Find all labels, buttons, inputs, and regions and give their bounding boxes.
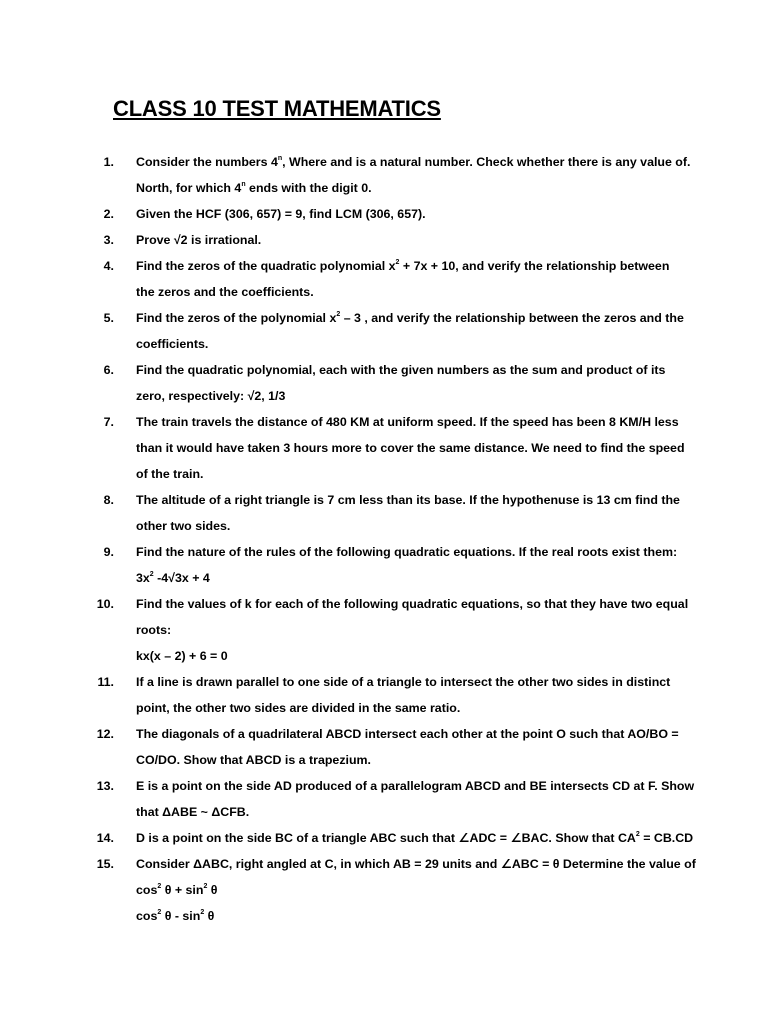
question-text: kx(x – 2) + 6 = 0 <box>136 649 228 663</box>
question-number: 6. <box>103 363 114 377</box>
question-number: 1. <box>103 155 114 169</box>
question-text-line <box>136 357 768 383</box>
superscript: 2 <box>635 831 640 838</box>
question-text: point, the other two sides are divided in the same ratio. <box>136 701 461 715</box>
question-text: D is a point on the side BC of a triangle ABC such that ∠ADC = ∠BAC. Show that CA <box>136 831 636 845</box>
superscript: 2 <box>149 571 154 578</box>
question-number: 12. <box>96 727 114 741</box>
question-number: 2. <box>103 207 114 221</box>
question-item <box>0 227 768 253</box>
question-text-line <box>136 617 768 643</box>
question-text: = CB.CD <box>639 831 694 845</box>
superscript: 2 <box>336 311 341 318</box>
question-number: 11. <box>97 675 114 689</box>
question-number: 9. <box>103 545 114 559</box>
question-text-line <box>136 747 768 773</box>
question-item <box>0 305 768 357</box>
question-item <box>0 357 768 409</box>
question-text: Find the zeros of the quadratic polynomial x <box>136 259 396 273</box>
superscript: 2 <box>157 909 162 916</box>
question-text: coefficients. <box>136 337 209 351</box>
question-number: 4. <box>103 259 114 273</box>
question-text-line <box>136 383 768 409</box>
question-list <box>0 149 768 929</box>
question-text: -4√3x + 4 <box>153 571 210 585</box>
question-text: The train travels the distance of 480 KM at uniform speed. If the speed has been 8 KM/H less <box>136 415 679 429</box>
superscript: 2 <box>157 883 162 890</box>
question-text-line <box>136 903 768 929</box>
question-text: ends with the digit 0. <box>245 181 372 195</box>
question-text-line <box>136 669 768 695</box>
question-text-line <box>136 773 768 799</box>
question-text-line <box>136 149 768 175</box>
question-text-line <box>136 643 768 669</box>
question-text: If a line is drawn parallel to one side of a triangle to intersect the other two sides in distinct <box>136 675 671 689</box>
question-text: of the train. <box>136 467 204 481</box>
question-text: Given the HCF (306, 657) = 9, find LCM (306, 657). <box>136 207 426 221</box>
question-text: θ <box>204 909 215 923</box>
question-text: Find the values of k for each of the following quadratic equations, so that they have two equal <box>136 597 689 611</box>
question-text-line <box>136 435 768 461</box>
question-item <box>0 149 768 201</box>
question-text-line <box>136 799 768 825</box>
question-text: Find the nature of the rules of the following quadratic equations. If the real roots exist them: <box>136 545 678 559</box>
question-number: 14. <box>96 831 114 845</box>
question-text-line <box>136 721 768 747</box>
superscript: n <box>241 181 246 188</box>
question-text: than it would have taken 3 hours more to cover the same distance. We need to find the speed <box>136 441 685 455</box>
question-text-line <box>136 331 768 357</box>
question-item <box>0 253 768 305</box>
question-text: that ΔABE ~ ΔCFB. <box>136 805 250 819</box>
question-text: θ + sin <box>161 883 204 897</box>
superscript: 2 <box>200 909 205 916</box>
question-item <box>0 591 768 669</box>
question-text-line <box>136 851 768 877</box>
question-text: , Where and is a natural number. Check whether there is any value of. <box>282 155 691 169</box>
question-text: θ - sin <box>161 909 201 923</box>
question-text: Prove √2 is irrational. <box>136 233 262 247</box>
question-number: 3. <box>103 233 114 247</box>
question-text-line <box>136 877 768 903</box>
question-item <box>0 773 768 825</box>
question-text-line <box>136 461 768 487</box>
question-text-line <box>136 591 768 617</box>
question-number: 5. <box>103 311 114 325</box>
superscript: 2 <box>203 883 208 890</box>
question-text: CO/DO. Show that ABCD is a trapezium. <box>136 753 371 767</box>
question-text: roots: <box>136 623 172 637</box>
question-item <box>0 487 768 539</box>
question-text: Find the quadratic polynomial, each with the given numbers as the sum and product of its <box>136 363 666 377</box>
question-item <box>0 825 768 851</box>
question-text-line <box>136 409 768 435</box>
question-text-line <box>136 279 768 305</box>
question-text: North, for which 4 <box>136 181 242 195</box>
question-number: 13. <box>96 779 114 793</box>
question-text: other two sides. <box>136 519 231 533</box>
superscript: 2 <box>395 259 400 266</box>
question-item <box>0 409 768 487</box>
question-item <box>0 201 768 227</box>
question-text-line <box>136 513 768 539</box>
superscript: n <box>277 155 283 162</box>
question-number: 7. <box>103 415 114 429</box>
question-text: zero, respectively: √2, 1/3 <box>136 389 286 403</box>
question-item <box>0 539 768 591</box>
question-text: cos <box>136 883 158 897</box>
question-item <box>0 669 768 721</box>
question-text-line <box>136 825 768 851</box>
question-text: Find the zeros of the polynomial x <box>136 311 337 325</box>
question-text: θ <box>207 883 218 897</box>
question-text-line <box>136 539 768 565</box>
question-text: 3x <box>136 571 150 585</box>
question-number: 10. <box>96 597 114 611</box>
question-item <box>0 721 768 773</box>
question-text-line <box>136 487 768 513</box>
question-text: cos <box>136 909 158 923</box>
question-text: The diagonals of a quadrilateral ABCD intersect each other at the point O such that AO/BO = <box>136 727 679 741</box>
question-text-line <box>136 305 768 331</box>
question-number: 8. <box>103 493 114 507</box>
question-text: the zeros and the coefficients. <box>136 285 314 299</box>
question-number: 15. <box>96 857 114 871</box>
question-text-line <box>136 227 768 253</box>
question-text-line <box>136 565 768 591</box>
question-text: The altitude of a right triangle is 7 cm less than its base. If the hypothenuse is 13 cm find the <box>136 493 680 507</box>
question-item <box>0 851 768 929</box>
page-title: CLASS 10 TEST MATHEMATICS <box>113 96 441 121</box>
question-text: E is a point on the side AD produced of a parallelogram ABCD and BE intersects CD at F. Show <box>136 779 695 793</box>
question-text-line <box>136 201 768 227</box>
question-text-line <box>136 175 768 201</box>
question-text: Consider ΔABC, right angled at C, in which AB = 29 units and ∠ABC = θ Determine the value of <box>136 857 696 871</box>
question-text: – 3 , and verify the relationship between the zeros and the <box>340 311 684 325</box>
question-text: + 7x + 10, and verify the relationship between <box>399 259 670 273</box>
question-text-line <box>136 695 768 721</box>
question-text: Consider the numbers 4 <box>136 155 278 169</box>
question-text-line <box>136 253 768 279</box>
